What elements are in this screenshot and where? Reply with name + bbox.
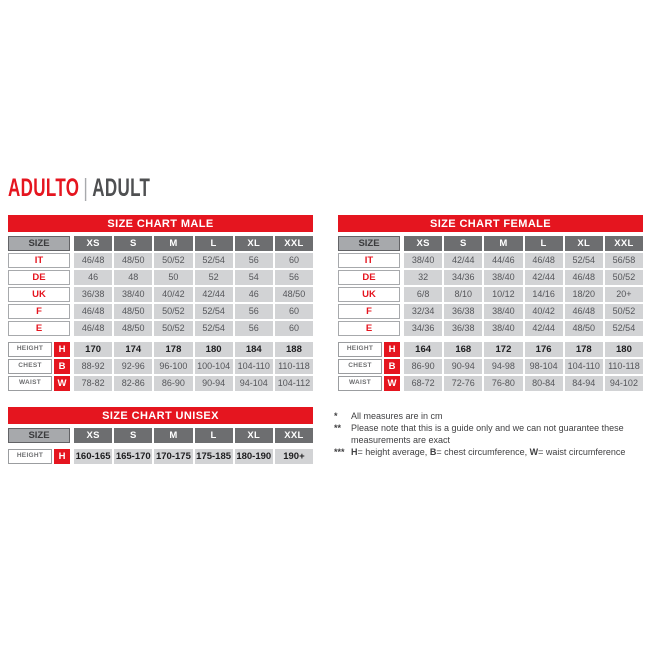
table-header-row: [338, 236, 643, 251]
size-column-header: M: [154, 428, 192, 443]
measurement-code-badge: H: [54, 342, 70, 357]
size-column-header: L: [195, 428, 233, 443]
size-value-cell: 42/44: [195, 287, 233, 302]
size-value-cell: 46/48: [565, 304, 603, 319]
size-value-cell: 56/58: [605, 253, 643, 268]
page-title-italian: ADULTO: [8, 174, 80, 202]
size-value-cell: 48/50: [114, 321, 152, 336]
table-title-bar: SIZE CHART MALE: [8, 215, 313, 232]
measurement-value-cell: 172: [484, 342, 522, 357]
size-value-cell: 38/40: [114, 287, 152, 302]
size-column-header: XS: [74, 428, 112, 443]
table-header-row: [8, 236, 313, 251]
measurement-value-cell: 160-165: [74, 449, 112, 464]
region-code-cell: E: [338, 321, 400, 336]
size-value-cell: 42/44: [525, 321, 563, 336]
size-value-cell: 34/36: [444, 270, 482, 285]
measurement-code-badge: H: [54, 449, 70, 464]
size-value-cell: 50/52: [154, 304, 192, 319]
measurement-label: CHEST: [8, 359, 52, 374]
measurement-value-cell: 86-90: [404, 359, 442, 374]
measurement-value-cell: 84-94: [565, 376, 603, 391]
size-value-cell: 46/48: [525, 253, 563, 268]
footnote-marker: ***: [334, 447, 345, 457]
footnote-segment: H: [351, 447, 358, 457]
page-title: [8, 174, 150, 203]
measurement-value-cell: 72-76: [444, 376, 482, 391]
size-chart-female-table: [338, 215, 643, 391]
size-value-cell: 48/50: [565, 321, 603, 336]
size-value-cell: 14/16: [525, 287, 563, 302]
size-value-cell: 60: [275, 321, 313, 336]
size-value-cell: 60: [275, 304, 313, 319]
size-label-cell: SIZE: [8, 236, 70, 251]
region-size-row: [338, 321, 643, 336]
measurement-row: [8, 359, 313, 374]
size-value-cell: 50/52: [605, 270, 643, 285]
size-value-cell: 20+: [605, 287, 643, 302]
footnotes: [334, 410, 642, 458]
size-value-cell: 52/54: [565, 253, 603, 268]
footnote-marker: **: [334, 423, 342, 433]
size-column-header: XS: [74, 236, 112, 251]
size-value-cell: 38/40: [484, 321, 522, 336]
size-column-header: L: [195, 236, 233, 251]
region-code-cell: IT: [338, 253, 400, 268]
size-value-cell: 36/38: [444, 321, 482, 336]
measurement-value-cell: 104-110: [565, 359, 603, 374]
size-column-header: L: [525, 236, 563, 251]
size-chart-male-table: [8, 215, 313, 391]
region-size-row: [8, 270, 313, 285]
measurement-value-cell: 94-98: [484, 359, 522, 374]
size-value-cell: 38/40: [484, 304, 522, 319]
region-code-cell: IT: [8, 253, 70, 268]
measurement-value-cell: 178: [154, 342, 192, 357]
region-code-cell: F: [8, 304, 70, 319]
footnote-text: [351, 446, 642, 458]
size-value-cell: 50: [154, 270, 192, 285]
size-value-cell: 40/42: [525, 304, 563, 319]
measurement-label-group: [8, 359, 70, 374]
region-size-row: [338, 287, 643, 302]
region-code-cell: E: [8, 321, 70, 336]
size-value-cell: 38/40: [484, 270, 522, 285]
measurement-code-badge: W: [384, 376, 400, 391]
measurement-row: [338, 376, 643, 391]
size-value-cell: 38/40: [404, 253, 442, 268]
footnote-text: [351, 422, 642, 446]
measurement-value-cell: 78-82: [74, 376, 112, 391]
measurement-row: [338, 342, 643, 357]
region-size-row: [338, 253, 643, 268]
measurement-value-cell: 184: [235, 342, 273, 357]
size-value-cell: 46: [74, 270, 112, 285]
size-label-cell: SIZE: [338, 236, 400, 251]
measurement-value-cell: 94-104: [235, 376, 273, 391]
measurement-value-cell: 100-104: [195, 359, 233, 374]
measurement-label-group: [8, 449, 70, 464]
region-size-row: [8, 321, 313, 336]
size-value-cell: 32/34: [404, 304, 442, 319]
region-code-cell: UK: [338, 287, 400, 302]
measurement-label-group: [8, 342, 70, 357]
measurement-value-cell: 175-185: [195, 449, 233, 464]
measurement-value-cell: 180: [195, 342, 233, 357]
measurement-value-cell: 98-104: [525, 359, 563, 374]
footnote-segment: = chest circumference,: [436, 447, 530, 457]
size-value-cell: 50/52: [154, 321, 192, 336]
footnote-line: [334, 422, 642, 446]
page-title-english: ADULT: [92, 174, 151, 202]
page-title-separator: |: [83, 174, 89, 202]
size-column-header: S: [114, 236, 152, 251]
size-value-cell: 52/54: [605, 321, 643, 336]
footnote-segment: = height average,: [357, 447, 430, 457]
measurement-value-cell: 190+: [275, 449, 313, 464]
measurement-value-cell: 165-170: [114, 449, 152, 464]
region-code-cell: DE: [8, 270, 70, 285]
measurement-label-group: [338, 359, 400, 374]
size-value-cell: 42/44: [525, 270, 563, 285]
footnote-segment: = waist circumference: [538, 447, 626, 457]
measurement-value-cell: 110-118: [605, 359, 643, 374]
measurement-value-cell: 76-80: [484, 376, 522, 391]
measurement-value-cell: 104-112: [275, 376, 313, 391]
size-value-cell: 48/50: [275, 287, 313, 302]
measurement-value-cell: 82-86: [114, 376, 152, 391]
size-chart-unisex-table: [8, 407, 313, 464]
measurement-label: HEIGHT: [338, 342, 382, 357]
table-grid: [8, 236, 313, 391]
measurement-code-badge: B: [384, 359, 400, 374]
measurement-value-cell: 178: [565, 342, 603, 357]
size-value-cell: 10/12: [484, 287, 522, 302]
measurement-value-cell: 174: [114, 342, 152, 357]
size-column-header: M: [154, 236, 192, 251]
size-value-cell: 50/52: [154, 253, 192, 268]
size-value-cell: 52/54: [195, 321, 233, 336]
footnote-line: [334, 410, 642, 422]
size-column-header: XL: [235, 236, 273, 251]
footnote-marker: *: [334, 411, 338, 421]
size-value-cell: 44/46: [484, 253, 522, 268]
measurement-row: [8, 376, 313, 391]
region-size-row: [8, 304, 313, 319]
size-value-cell: 8/10: [444, 287, 482, 302]
measurement-row: [8, 342, 313, 357]
size-value-cell: 56: [235, 304, 273, 319]
footnote-line: [334, 446, 642, 458]
size-value-cell: 50/52: [605, 304, 643, 319]
measurement-value-cell: 168: [444, 342, 482, 357]
size-column-header: XXL: [275, 236, 313, 251]
size-column-header: XXL: [605, 236, 643, 251]
size-value-cell: 32: [404, 270, 442, 285]
size-column-header: XS: [404, 236, 442, 251]
measurement-value-cell: 170: [74, 342, 112, 357]
measurement-row: [338, 359, 643, 374]
size-label-cell: SIZE: [8, 428, 70, 443]
measurement-value-cell: 88-92: [74, 359, 112, 374]
measurement-row: [8, 449, 313, 464]
measurement-value-cell: 92-96: [114, 359, 152, 374]
measurement-label: HEIGHT: [8, 449, 52, 464]
table-title-bar: SIZE CHART UNISEX: [8, 407, 313, 424]
size-value-cell: 36/38: [444, 304, 482, 319]
measurement-value-cell: 110-118: [275, 359, 313, 374]
size-value-cell: 54: [235, 270, 273, 285]
region-code-cell: DE: [338, 270, 400, 285]
measurement-label: HEIGHT: [8, 342, 52, 357]
measurement-value-cell: 94-102: [605, 376, 643, 391]
size-column-header: M: [484, 236, 522, 251]
size-column-header: XL: [235, 428, 273, 443]
footnote-segment: Please note that this is a guide only and we can not guarantee these measurements are exact: [351, 423, 624, 445]
size-value-cell: 46/48: [74, 304, 112, 319]
measurement-value-cell: 68-72: [404, 376, 442, 391]
measurement-value-cell: 90-94: [195, 376, 233, 391]
measurement-label-group: [8, 376, 70, 391]
measurement-label-group: [338, 342, 400, 357]
footnote-segment: B: [429, 447, 437, 457]
measurement-value-cell: 90-94: [444, 359, 482, 374]
region-size-row: [338, 270, 643, 285]
measurement-code-badge: B: [54, 359, 70, 374]
size-value-cell: 56: [235, 253, 273, 268]
size-value-cell: 46/48: [74, 321, 112, 336]
measurement-code-badge: H: [384, 342, 400, 357]
size-value-cell: 40/42: [154, 287, 192, 302]
size-value-cell: 56: [235, 321, 273, 336]
size-column-header: XXL: [275, 428, 313, 443]
size-column-header: S: [114, 428, 152, 443]
measurement-label: WAIST: [338, 376, 382, 391]
measurement-value-cell: 164: [404, 342, 442, 357]
measurement-value-cell: 176: [525, 342, 563, 357]
size-value-cell: 46/48: [74, 253, 112, 268]
size-value-cell: 46/48: [565, 270, 603, 285]
size-value-cell: 36/38: [74, 287, 112, 302]
footnote-segment: All measures are in cm: [351, 411, 443, 421]
size-column-header: XL: [565, 236, 603, 251]
table-grid: [338, 236, 643, 391]
region-size-row: [8, 287, 313, 302]
measurement-value-cell: 170-175: [154, 449, 192, 464]
size-value-cell: 46: [235, 287, 273, 302]
measurement-label-group: [338, 376, 400, 391]
table-title-bar: SIZE CHART FEMALE: [338, 215, 643, 232]
size-value-cell: 34/36: [404, 321, 442, 336]
size-value-cell: 48: [114, 270, 152, 285]
region-size-row: [338, 304, 643, 319]
measurement-value-cell: 80-84: [525, 376, 563, 391]
size-value-cell: 60: [275, 253, 313, 268]
size-value-cell: 42/44: [444, 253, 482, 268]
size-value-cell: 48/50: [114, 253, 152, 268]
region-code-cell: F: [338, 304, 400, 319]
footnote-text: [351, 410, 642, 422]
size-value-cell: 52: [195, 270, 233, 285]
measurement-value-cell: 96-100: [154, 359, 192, 374]
measurement-value-cell: 86-90: [154, 376, 192, 391]
size-value-cell: 56: [275, 270, 313, 285]
measurement-label: CHEST: [338, 359, 382, 374]
measurement-value-cell: 180: [605, 342, 643, 357]
size-value-cell: 18/20: [565, 287, 603, 302]
size-value-cell: 48/50: [114, 304, 152, 319]
measurement-label: WAIST: [8, 376, 52, 391]
table-grid: [8, 428, 313, 464]
measurement-value-cell: 104-110: [235, 359, 273, 374]
size-column-header: S: [444, 236, 482, 251]
measurement-value-cell: 188: [275, 342, 313, 357]
footnote-segment: W: [529, 447, 539, 457]
region-code-cell: UK: [8, 287, 70, 302]
measurement-code-badge: W: [54, 376, 70, 391]
size-value-cell: 52/54: [195, 304, 233, 319]
size-value-cell: 52/54: [195, 253, 233, 268]
region-size-row: [8, 253, 313, 268]
size-value-cell: 6/8: [404, 287, 442, 302]
table-header-row: [8, 428, 313, 443]
measurement-value-cell: 180-190: [235, 449, 273, 464]
